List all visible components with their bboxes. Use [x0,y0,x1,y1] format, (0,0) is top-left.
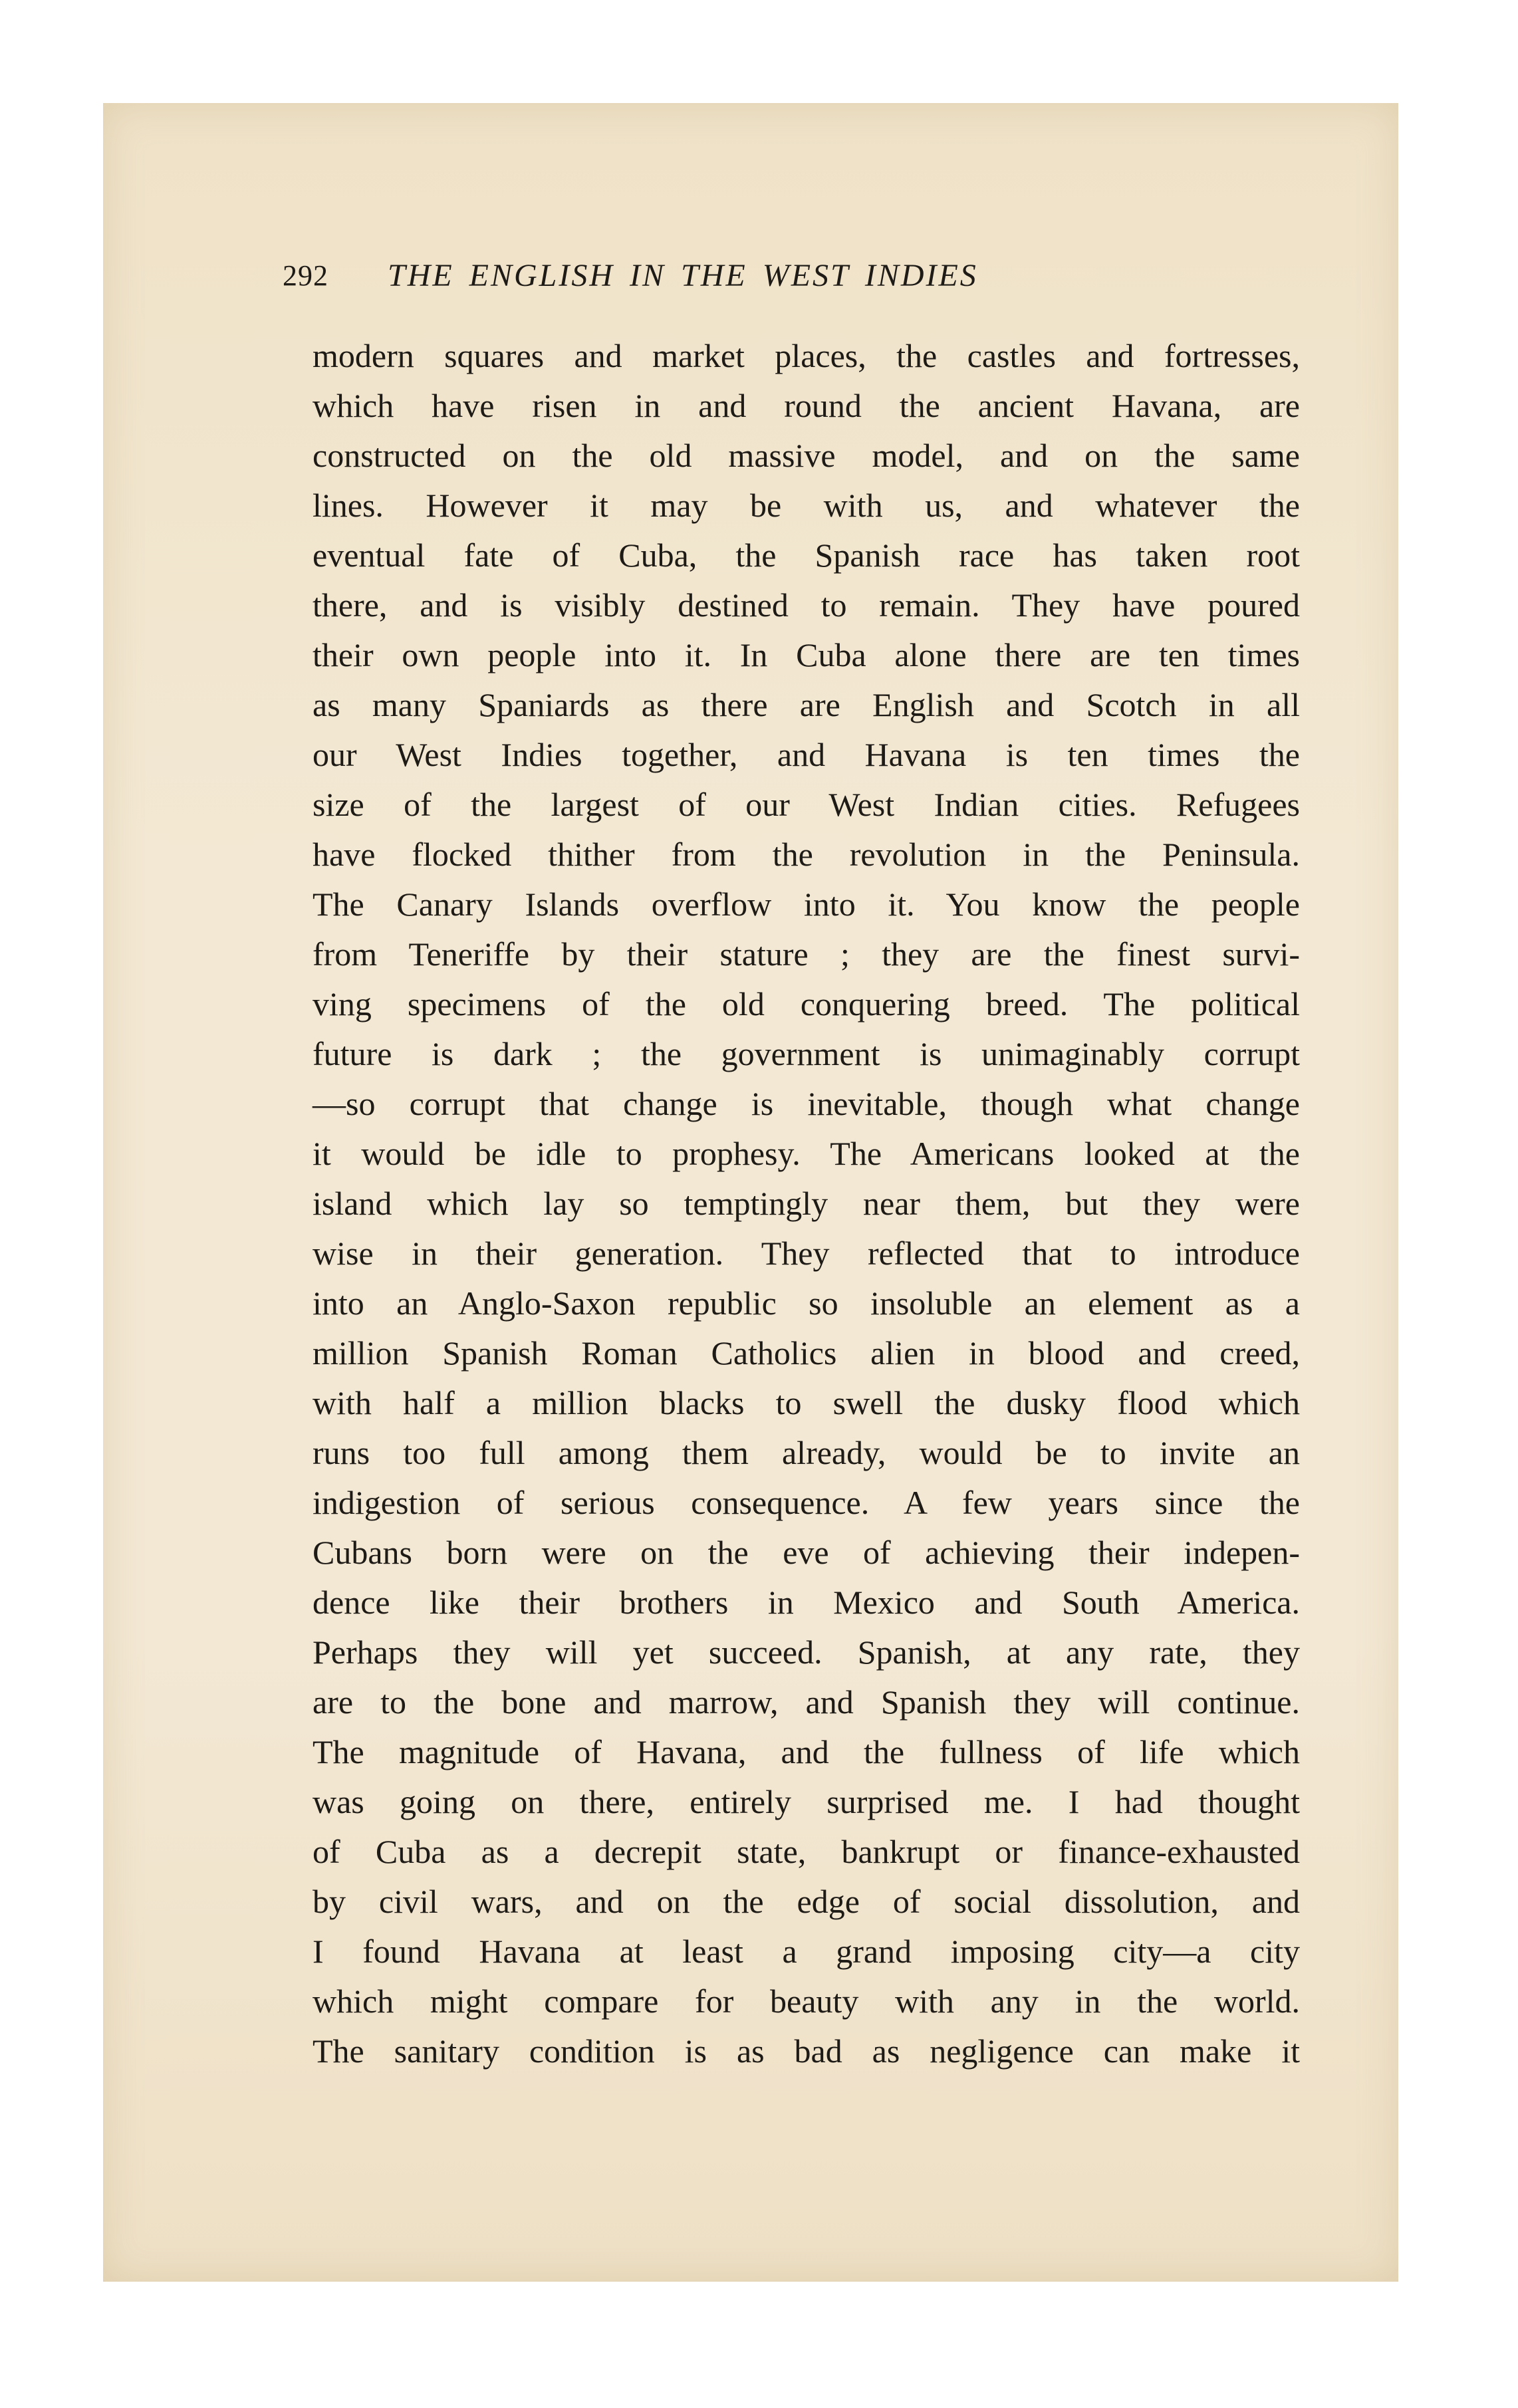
text-line: ving specimens of the old conquering breed. The political [313,985,1300,1023]
text-line: constructed on the old massive model, and on the same [313,437,1300,474]
text-line: their own people into it. In Cuba alone there are ten times [313,636,1300,673]
text-line: with half a million blacks to swell the dusky flood which [313,1384,1300,1421]
text-line: —so corrupt that change is inevitable, though what change [313,1085,1300,1122]
text-line: modern squares and market places, the castles and fortresses, [313,337,1300,374]
text-line: dence like their brothers in Mexico and South America. [313,1584,1300,1621]
text-line: by civil wars, and on the edge of social dissolution, and [313,1883,1300,1920]
text-line: are to the bone and marrow, and Spanish they will continue. [313,1683,1300,1721]
text-line: Perhaps they will yet succeed. Spanish, at any rate, they [313,1633,1300,1671]
text-line: was going on there, entirely surprised me. I had thought [313,1783,1300,1820]
page-header [283,256,1267,296]
text-line: it would be idle to prophesy. The Americans looked at the [313,1135,1300,1172]
text-line: island which lay so temptingly near them, but they were [313,1185,1300,1222]
text-line: into an Anglo-Saxon republic so insoluble an element as a [313,1284,1300,1322]
text-line: lines. However it may be with us, and whatever the [313,487,1300,524]
page-number: 292 [283,259,328,292]
body-text [313,331,1300,2076]
text-line: million Spanish Roman Catholics alien in blood and creed, [313,1334,1300,1372]
text-line: The magnitude of Havana, and the fullness of life which [313,1733,1300,1770]
text-line: which might compare for beauty with any in the world. [313,1983,1300,2020]
text-line: which have risen in and round the ancient Havana, are [313,387,1300,424]
text-line: The Canary Islands overflow into it. You know the people [313,886,1300,923]
text-line: The sanitary condition is as bad as negligence can make it [313,2032,1300,2070]
text-line: indigestion of serious consequence. A few years since the [313,1484,1300,1521]
text-line: I found Havana at least a grand imposing city—a city [313,1933,1300,1970]
text-line: our West Indies together, and Havana is ten times the [313,736,1300,773]
running-title: THE ENGLISH IN THE WEST INDIES [388,258,978,293]
text-line: of Cuba as a decrepit state, bankrupt or finance-exhausted [313,1833,1300,1870]
text-line: Cubans born were on the eve of achieving their indepen- [313,1534,1300,1571]
text-line: wise in their generation. They reflected that to introduce [313,1235,1300,1272]
text-line: runs too full among them already, would be to invite an [313,1434,1300,1471]
text-line: from Teneriffe by their stature ; they are the finest survi- [313,935,1300,973]
text-line: have flocked thither from the revolution in the Peninsula. [313,836,1300,873]
text-line: eventual fate of Cuba, the Spanish race has taken root [313,537,1300,574]
text-line: as many Spaniards as there are English and Scotch in all [313,686,1300,723]
text-line: future is dark ; the government is unimaginably corrupt [313,1035,1300,1072]
text-line: size of the largest of our West Indian cities. Refugees [313,786,1300,823]
text-line: there, and is visibly destined to remain. They have poured [313,586,1300,624]
